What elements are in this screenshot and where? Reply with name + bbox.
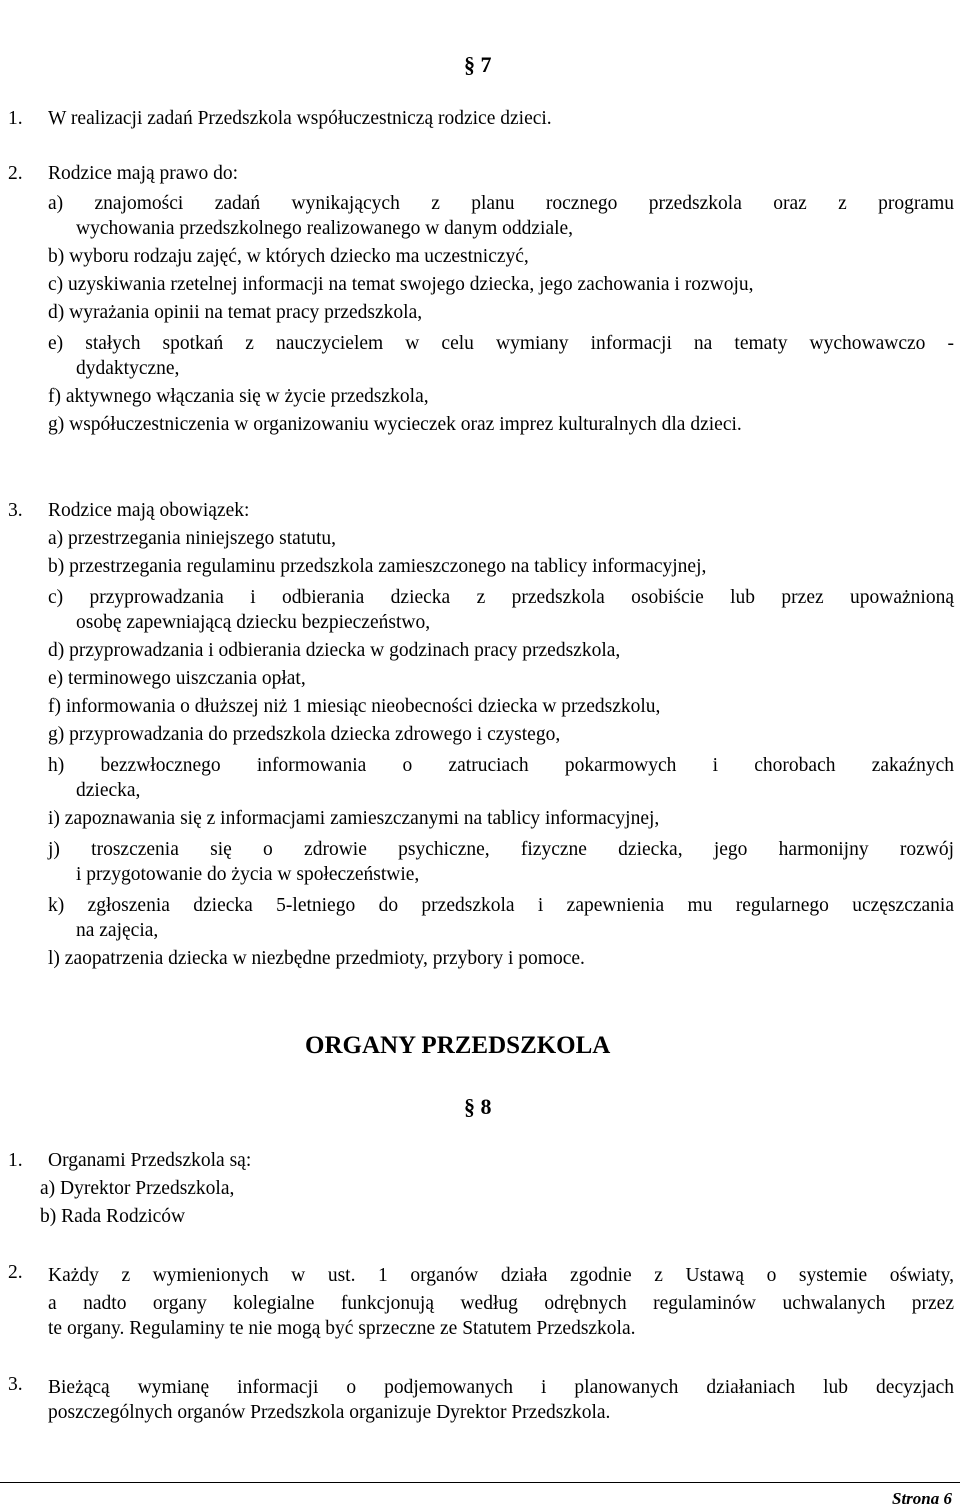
list-item-7-2-e [48, 330, 954, 358]
list-item-7-2-c: c) uzyskiwania rzetelnej informacji na temat swojego dziecka, jego zachowania i rozwoju, [48, 274, 754, 295]
list-item-7-2-a-line1: a) znajomości zadań wynikających z planu rocznego przedszkola oraz z programu [48, 193, 954, 214]
para-8-2-line2: a nadto organy kolegialne funkcjonują według odrębnych regulaminów uchwalanych przez [48, 1293, 954, 1314]
list-item-8-1-b: b) Rada Rodziców [40, 1206, 186, 1227]
list-item-7-3-j [48, 836, 954, 864]
para-8-2-line1: Każdy z wymienionych w ust. 1 organów działa zgodnie z Ustawą o systemie oświaty, [48, 1265, 954, 1286]
list-item-7-3-k-line1: k) zgłoszenia dziecka 5-letniego do przedszkola i zapewnienia mu regularnego uczęszczania [48, 895, 954, 916]
list-item-7-2-b: b) wyboru rodzaju zajęć, w których dziecko ma uczestniczyć, [48, 246, 529, 267]
para-8-2-line1-wrap [48, 1262, 954, 1290]
footer-rule [0, 1482, 960, 1483]
para-8-3-number: 3. [8, 1374, 23, 1395]
list-item-7-3-c-line2: osobę zapewniającą dziecku bezpieczeństwo, [76, 612, 431, 633]
list-item-7-3-j-line2: i przygotowanie do życia w społeczeństwie, [76, 864, 420, 885]
list-item-7-2-d: d) wyrażania opinii na temat pracy przedszkola, [48, 302, 423, 323]
list-item-7-3-f: f) informowania o dłuższej niż 1 miesiąc nieobecności dziecka w przedszkolu, [48, 696, 661, 717]
list-item-7-2-g: g) współuczestniczenia w organizowaniu wycieczek oraz imprez kulturalnych dla dzieci. [48, 414, 742, 435]
list-item-7-3-k [48, 892, 954, 920]
para-7-3-intro: Rodzice mają obowiązek: [48, 500, 250, 521]
list-item-7-3-h-line1: h) bezzwłocznego informowania o zatruciach pokarmowych i chorobach zakaźnych [48, 755, 954, 776]
list-item-7-3-h [48, 752, 954, 780]
section-7-mark: § 7 [464, 52, 492, 77]
para-7-2-number: 2. [8, 163, 23, 184]
section-heading: ORGANY PRZEDSZKOLA [305, 1032, 611, 1059]
para-8-2-line2-wrap [48, 1290, 954, 1318]
para-8-3-line2: poszczególnych organów Przedszkola organizuje Dyrektor Przedszkola. [48, 1402, 611, 1423]
para-8-2-line3: te organy. Regulaminy te nie mogą być sprzeczne ze Statutem Przedszkola. [48, 1318, 636, 1339]
para-7-1-text: W realizacji zadań Przedszkola współuczestniczą rodzice dzieci. [48, 108, 552, 129]
para-8-2-number: 2. [8, 1262, 23, 1283]
list-item-7-2-a-line2: wychowania przedszkolnego realizowanego w danym oddziale, [76, 218, 574, 239]
list-item-7-3-d: d) przyprowadzania i odbierania dziecka w godzinach pracy przedszkola, [48, 640, 621, 661]
list-item-7-3-c [48, 584, 954, 612]
section-8-mark: § 8 [464, 1094, 492, 1119]
list-item-7-3-i: i) zapoznawania się z informacjami zamieszczanymi na tablicy informacyjnej, [48, 808, 660, 829]
list-item-7-3-g: g) przyprowadzania do przedszkola dziecka zdrowego i czystego, [48, 724, 561, 745]
para-8-1-number: 1. [8, 1150, 23, 1171]
list-item-7-3-h-line2: dziecka, [76, 780, 141, 801]
para-7-2-intro: Rodzice mają prawo do: [48, 163, 239, 184]
list-item-7-2-e-line2: dydaktyczne, [76, 358, 180, 379]
list-item-7-2-f: f) aktywnego włączania się w życie przedszkola, [48, 386, 429, 407]
list-item-7-2-e-line1: e) stałych spotkań z nauczycielem w celu wymiany informacji na tematy wychowawczo - [48, 333, 954, 354]
list-item-7-3-a: a) przestrzegania niniejszego statutu, [48, 528, 337, 549]
list-item-7-2-a [48, 190, 954, 218]
list-item-8-1-a: a) Dyrektor Przedszkola, [40, 1178, 235, 1199]
page-number: Strona 6 [892, 1489, 952, 1508]
para-8-3-line1: Bieżącą wymianę informacji o podjemowanych i planowanych działaniach lub decyzjach [48, 1377, 954, 1398]
list-item-7-3-c-line1: c) przyprowadzania i odbierania dziecka z przedszkola osobiście lub przez upoważnioną [48, 587, 954, 608]
list-item-7-3-l: l) zaopatrzenia dziecka w niezbędne przedmioty, przybory i pomoce. [48, 948, 585, 969]
para-7-3-number: 3. [8, 500, 23, 521]
list-item-7-3-k-line2: na zajęcia, [76, 920, 159, 941]
para-8-3-line1-wrap [48, 1374, 954, 1402]
para-7-1-number: 1. [8, 108, 23, 129]
list-item-7-3-b: b) przestrzegania regulaminu przedszkola zamieszczonego na tablicy informacyjnej, [48, 556, 707, 577]
para-8-1-intro: Organami Przedszkola są: [48, 1150, 252, 1171]
list-item-7-3-j-line1: j) troszczenia się o zdrowie psychiczne, fizyczne dziecka, jego harmonijny rozwój [48, 839, 954, 860]
list-item-7-3-e: e) terminowego uiszczania opłat, [48, 668, 306, 689]
